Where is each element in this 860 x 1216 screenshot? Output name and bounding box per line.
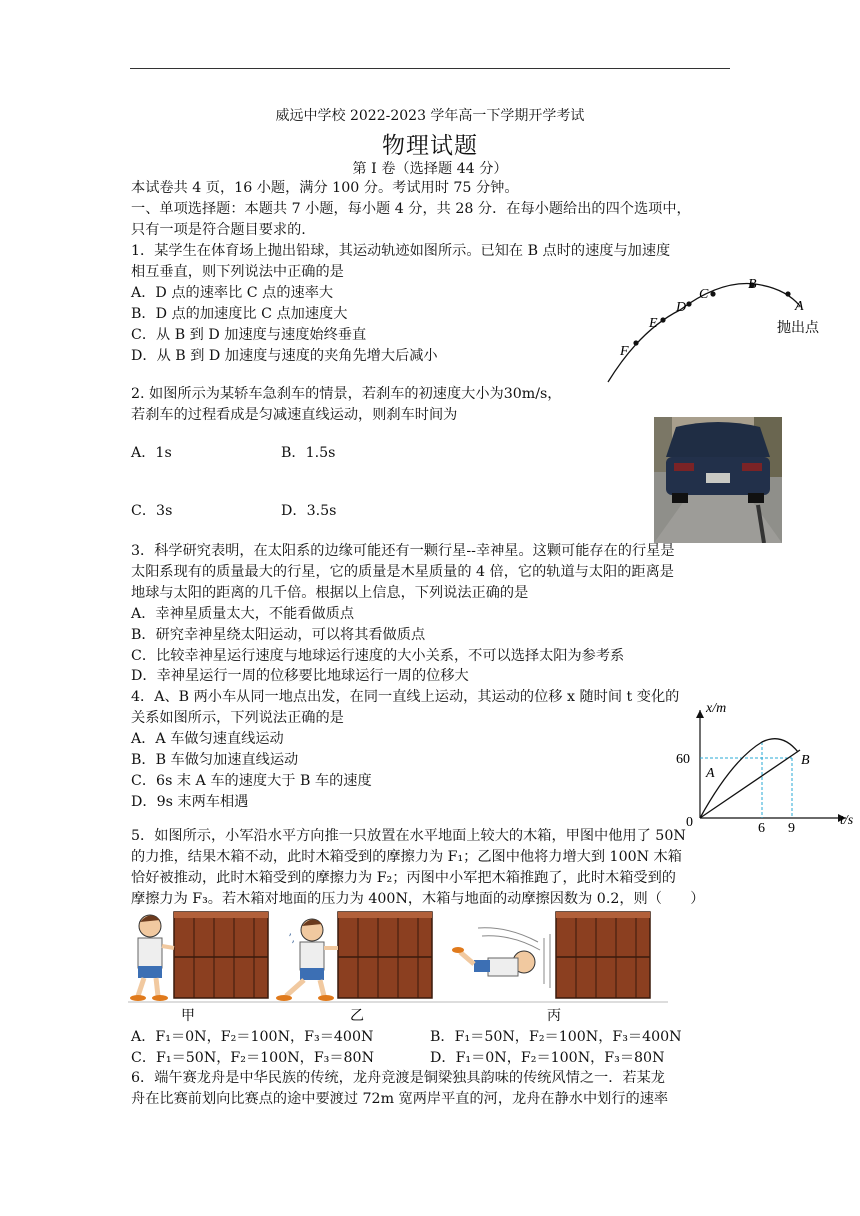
q3-option-b: B．研究幸神星绕太阳运动，可以将其看做质点 xyxy=(131,627,426,643)
label-b: B xyxy=(748,277,757,292)
label-f: F xyxy=(620,344,629,359)
line-b xyxy=(700,750,800,818)
q5-option-d: D．F₁＝0N，F₂＝100N，F₃＝80N xyxy=(430,1050,665,1066)
q3-stem-cont2: 地球与太阳的距离的几千倍。根据以上信息，下列说法正确的是 xyxy=(131,585,529,601)
label-a: A xyxy=(795,299,804,314)
q4-stem: 4．A、B 两小车从同一地点出发，在同一直线上运动，其运动的位移 x 随时间 t 变化的 xyxy=(131,689,680,705)
q5-option-b: B．F₁＝50N，F₂＝100N，F₃＝400N xyxy=(430,1029,682,1045)
q2-option-c: C．3s xyxy=(131,503,173,519)
q5-stem-cont3: 摩擦力为 F₃。若木箱对地面的压力为 400N，木箱与地面的动摩擦因数为 0.2，则（ ） xyxy=(131,891,705,907)
q5-option-a: A．F₁＝0N，F₂＝100N，F₃＝400N xyxy=(131,1029,374,1045)
q5-stem-cont2: 恰好被推动，此时木箱受到的摩擦力为 F₂；丙图中小军把木箱推跑了，此时木箱受到的 xyxy=(131,870,676,886)
label-d: D xyxy=(676,300,687,315)
q3-option-a: A．幸神星质量太大，不能看做质点 xyxy=(131,606,355,622)
q2-option-a: A．1s xyxy=(131,445,172,461)
point-e xyxy=(660,317,665,322)
q2-stem: 2. 如图所示为某轿车急刹车的情景，若刹车的初速度大小为30m/s， xyxy=(131,386,562,402)
q1-option-a: A．D 点的速率比 C 点的速率大 xyxy=(131,285,334,301)
q3-option-d: D．幸神星运行一周的位移要比地球运行一周的位移大 xyxy=(131,668,469,684)
q2-car-braking-photo xyxy=(654,417,782,543)
curve-b-label: B xyxy=(801,753,810,768)
q2-stem-cont: 若刹车的过程看成是匀减速直线运动，则刹车时间为 xyxy=(131,407,458,423)
curve-a xyxy=(700,739,798,818)
section-heading-cont: 只有一项是符合题目要求的. xyxy=(131,222,306,238)
q5-stem-cont1: 的力推，结果木箱不动，此时木箱受到的摩擦力为 F₁；乙图中他将力增大到 100N 木箱 xyxy=(131,849,682,865)
q4-position-time-graph xyxy=(672,700,858,835)
x-axis-label: t/s xyxy=(840,813,854,828)
part-heading: 第 I 卷（选择题 44 分） xyxy=(352,161,508,177)
q5-stem: 5．如图所示，小军沿水平方向推一只放置在水平地面上较大的木箱，甲图中他用了 50N xyxy=(131,828,686,844)
q1-option-c: C．从 B 到 D 加速度与速度始终垂直 xyxy=(131,327,367,343)
q4-stem-cont: 关系如图所示，下列说法正确的是 xyxy=(131,710,344,726)
q4-option-a: A．A 车做匀速直线运动 xyxy=(131,731,284,747)
point-c xyxy=(710,291,715,296)
q5-crate-figure xyxy=(128,908,668,1024)
q4-option-c: C．6s 末 A 车的速度大于 B 车的速度 xyxy=(131,773,372,789)
point-d xyxy=(686,301,691,306)
q1-trajectory-figure xyxy=(600,270,840,385)
label-jia: 甲 xyxy=(181,1008,195,1024)
label-bing: 丙 xyxy=(547,1008,561,1024)
label-c: C xyxy=(699,287,709,302)
section-heading: 一、单项选择题：本题共 7 小题，每小题 4 分，共 28 分．在每小题给出的四个选项中， xyxy=(131,201,691,217)
q4-option-d: D．9s 末两车相遇 xyxy=(131,794,249,810)
q1-option-b: B．D 点的加速度比 C 点加速度大 xyxy=(131,306,348,322)
panel-jia xyxy=(130,912,268,1001)
school-line: 威远中学校 2022-2023 学年高一下学期开学考试 xyxy=(275,108,585,124)
point-f xyxy=(633,340,638,345)
q1-stem: 1．某学生在体育场上抛出铅球，其运动轨迹如图所示。已知在 B 点时的速度与加速度 xyxy=(131,243,671,259)
header-rule xyxy=(130,68,730,69)
panel-yi xyxy=(276,912,432,1001)
page-title: 物理试题 xyxy=(382,133,478,159)
svg-text:ʼ,: ʼ, xyxy=(288,932,295,945)
q2-option-b: B．1.5s xyxy=(281,445,336,461)
y-tick-60: 60 xyxy=(676,752,690,767)
curve-a-label: A xyxy=(706,766,715,781)
q3-stem: 3．科学研究表明，在太阳系的边缘可能还有一颗行星--幸神星。这颗可能存在的行星是 xyxy=(131,543,675,559)
intro-line: 本试卷共 4 页，16 小题，满分 100 分。考试用时 75 分钟。 xyxy=(131,180,519,196)
q6-stem: 6．端午赛龙舟是中华民族的传统，龙舟竞渡是铜梁独具韵味的传统风情之一．若某龙 xyxy=(131,1070,665,1086)
point-a xyxy=(785,291,790,296)
label-e: E xyxy=(649,316,658,331)
q2-option-d: D．3.5s xyxy=(281,503,337,519)
q1-stem-cont: 相互垂直，则下列说法中正确的是 xyxy=(131,264,344,280)
q6-stem-cont: 舟在比赛前划向比赛点的途中要渡过 72m 宽两岸平直的河，龙舟在静水中划行的速率 xyxy=(131,1091,669,1107)
q3-option-c: C．比较幸神星运行速度与地球运行速度的大小关系，不可以选择太阳为参考系 xyxy=(131,648,625,664)
y-axis-label: x/m xyxy=(706,701,727,716)
label-throw-point: 抛出点 xyxy=(777,321,819,336)
q3-stem-cont1: 太阳系现有的质量最大的行星，它的质量是木星质量的 4 倍，它的轨道与太阳的距离是 xyxy=(131,564,674,580)
q5-option-c: C．F₁＝50N，F₂＝100N，F₃＝80N xyxy=(131,1050,375,1066)
label-yi: 乙 xyxy=(350,1008,364,1024)
x-tick-6: 6 xyxy=(758,821,765,835)
x-tick-9: 9 xyxy=(788,821,795,835)
panel-bing xyxy=(452,912,650,998)
origin-label: 0 xyxy=(686,815,693,830)
q1-option-d: D．从 B 到 D 加速度与速度的夹角先增大后减小 xyxy=(131,348,438,364)
q4-option-b: B．B 车做匀加速直线运动 xyxy=(131,752,299,768)
